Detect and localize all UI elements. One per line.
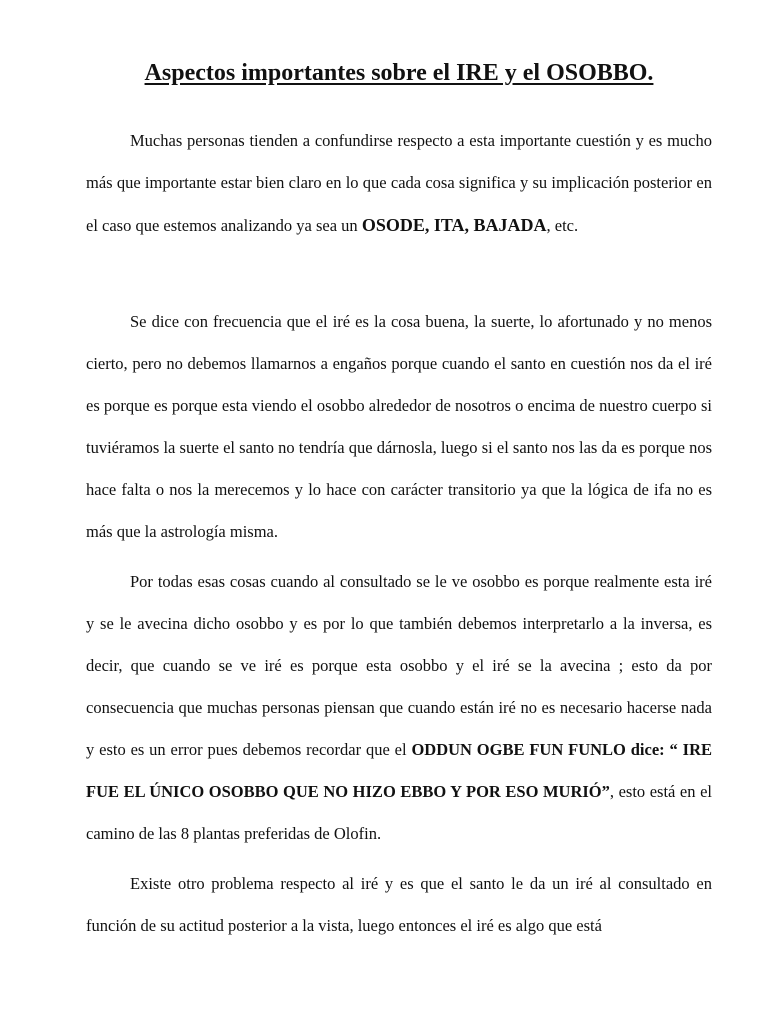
paragraph-4-text: Existe otro problema respecto al iré y es que el santo le da un iré al consultado en función de su actitud posterior a la vista, luego entonces el iré es algo que está: [86, 874, 712, 935]
paragraph-1: [86, 120, 712, 247]
paragraph-1-text-a: Muchas personas tienden a confundirse respecto a esta importante cuestión y es mucho más que importante estar bien claro en lo que cada cosa significa y su implicación posterior en el caso que estemos analizando ya sea un: [86, 131, 712, 235]
paragraph-2: [86, 301, 712, 553]
paragraph-3-bold-quote: ODDUN OGBE FUN FUNLO dice: “ IRE FUE EL ÚNICO OSOBBO QUE NO HIZO EBBO Y POR ESO MURIÓ”: [86, 740, 712, 801]
paragraph-3: [86, 561, 712, 855]
paragraph-1-bold-terms: OSODE, ITA, BAJADA: [361, 215, 547, 235]
document-title: Aspectos importantes sobre el IRE y el OSOBBO.: [144, 60, 654, 86]
paragraph-2-text: Se dice con frecuencia que el iré es la cosa buena, la suerte, lo afortunado y no menos cierto, pero no debemos llamarnos a engaños porque cuando el santo en cuestión nos da el iré es porque es porque esta viendo el osobbo alrededor de nosotros o encima de nuestro cuerpo si tuviéramos la suerte el santo no tendría que dárnosla, luego si el santo nos las da es porque nos hace falta o nos la merecemos y lo hace con carácter transitorio ya que la lógica de ifa no es más que la astrología misma.: [86, 312, 712, 541]
paragraph-3-text-b: , esto está en el camino de las 8 plantas preferidas de Olofin.: [86, 782, 712, 843]
paragraph-4: [86, 863, 712, 947]
paragraph-3-text-a: Por todas esas cosas cuando al consultado se le ve osobbo es porque realmente esta iré y se le avecina dicho osobbo y es por lo que también debemos interpretarlo a la inversa, es decir, que cuando se ve iré es porque esta osobbo y el iré se la avecina ; esto da por consecuencia que muchas personas piensan que cuando están iré no es necesario hacerse nada y esto es un error pues debemos recordar que el: [86, 572, 712, 759]
paragraph-1-text-b: , etc.: [546, 216, 579, 235]
